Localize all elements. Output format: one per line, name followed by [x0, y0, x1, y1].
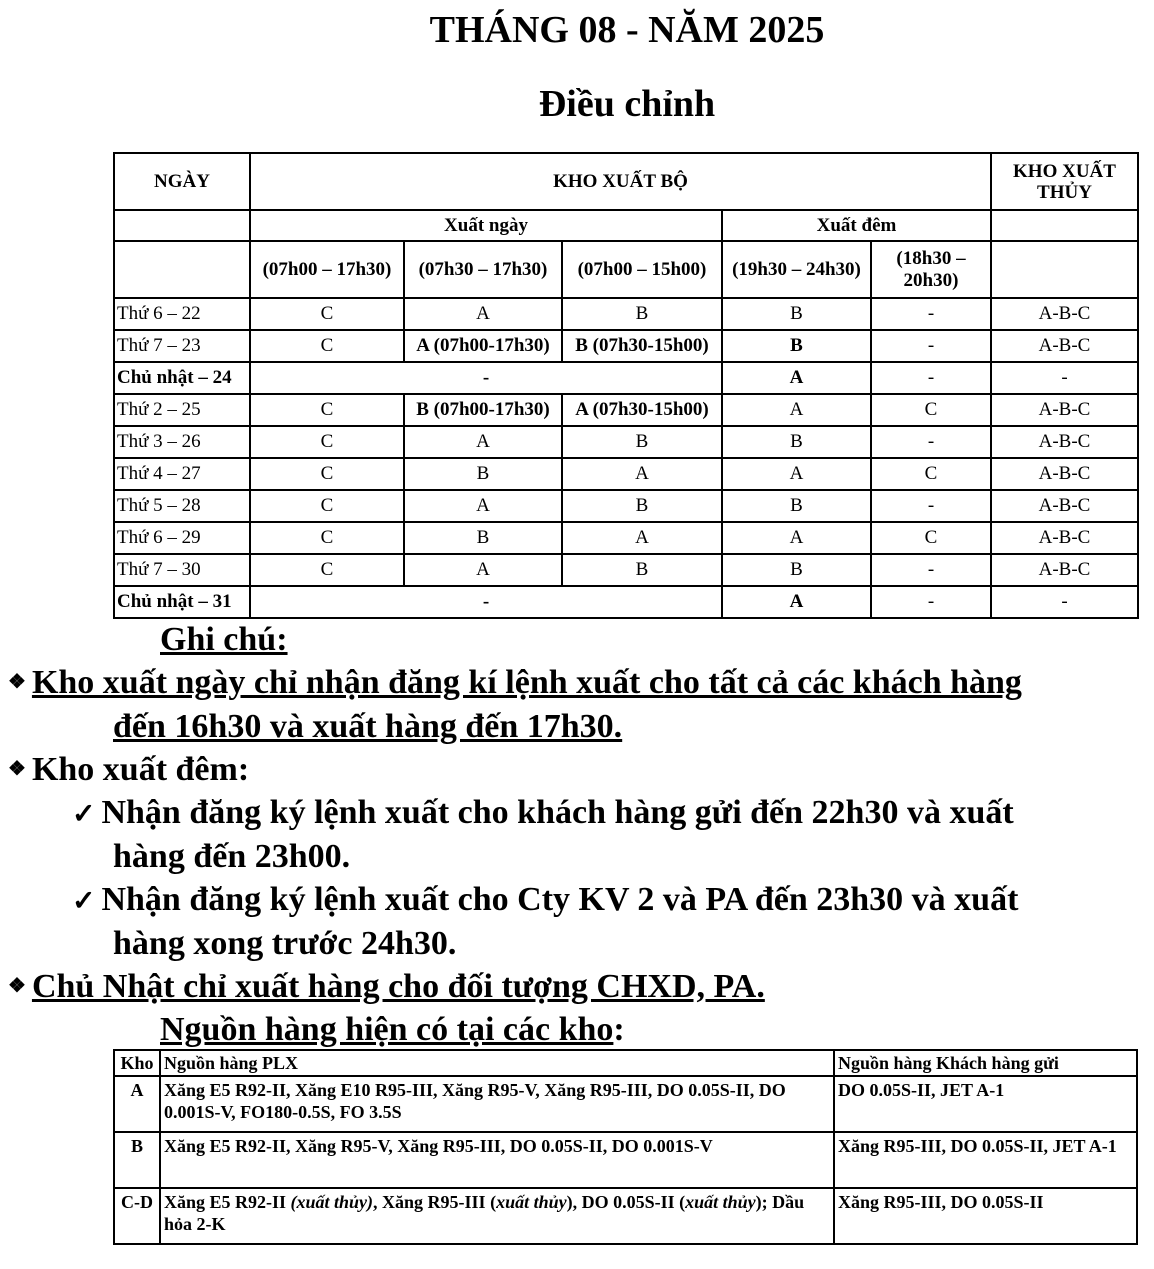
cell-day: Thứ 4 – 27: [114, 458, 250, 490]
cell-day: Thứ 2 – 25: [114, 394, 250, 426]
diamond-bullet-icon: ❖: [8, 671, 26, 694]
cell-c1: C: [250, 330, 404, 362]
schedule-row: [114, 330, 1138, 362]
cell-c5: -: [871, 490, 991, 522]
plx-text: Xăng E5 R92-II: [164, 1192, 291, 1212]
diamond-bullet-icon: ❖: [8, 975, 26, 998]
diamond-bullet-icon: ❖: [8, 758, 26, 781]
cust-cd: Xăng R95-III, DO 0.05S-II: [834, 1188, 1137, 1244]
cell-c2: A: [404, 554, 562, 586]
plx-cd: [160, 1188, 834, 1244]
cell-c1: C: [250, 394, 404, 426]
sources-table: [113, 1049, 1138, 1245]
note-text: Kho xuất đêm:: [31, 751, 250, 788]
cell-c3: B: [562, 490, 722, 522]
cell-c3: B: [562, 554, 722, 586]
plx-italic: xuất thủy: [496, 1192, 567, 1212]
slot-4: (19h30 – 24h30): [722, 241, 871, 298]
note-night-depot: [8, 748, 249, 794]
sources-heading-text: Nguồn hàng hiện có tại các kho: [160, 1011, 614, 1048]
cust-b: Xăng R95-III, DO 0.05S-II, JET A-1: [834, 1132, 1137, 1188]
schedule-row: [114, 426, 1138, 458]
page-subtitle: Điều chỉnh: [538, 83, 716, 125]
header-plx: Nguồn hàng PLX: [160, 1050, 834, 1076]
schedule-row: [114, 362, 1138, 394]
note-night-1: [72, 791, 1014, 837]
plx-italic: (xuất thủy): [290, 1192, 374, 1212]
cell-c5: C: [871, 522, 991, 554]
cell-c6: -: [991, 362, 1138, 394]
cell-c6: A-B-C: [991, 458, 1138, 490]
header-customer: Nguồn hàng Khách hàng gửi: [834, 1050, 1137, 1076]
note-day-depot: [8, 661, 1022, 707]
header-night: Xuất đêm: [722, 210, 991, 241]
sources-heading: [160, 1008, 625, 1052]
notes-heading: Ghi chú:: [160, 621, 288, 658]
cell-c1: C: [250, 298, 404, 330]
cell-c4: A: [722, 394, 871, 426]
cell-c4: A: [722, 586, 871, 618]
plx-text: , Xăng R95-III (: [373, 1192, 497, 1212]
slot-3: (07h00 – 15h00): [562, 241, 722, 298]
cell-c2: B: [404, 458, 562, 490]
note-sunday: [8, 965, 765, 1011]
empty-cell: [991, 241, 1138, 298]
cell-c5: -: [871, 586, 991, 618]
checkmark-icon: ✓: [72, 886, 96, 917]
note-night-1-cont: hàng đến 23h00.: [113, 838, 351, 875]
cell-c4: B: [722, 298, 871, 330]
note-text: Nhận đăng ký lệnh xuất cho Cty KV 2 và PA đến 23h30 và xuất: [101, 881, 1019, 918]
cell-c6: A-B-C: [991, 522, 1138, 554]
header-day: NGÀY: [114, 153, 250, 210]
cell-c6: A-B-C: [991, 554, 1138, 586]
kho-cd: C-D: [114, 1188, 160, 1244]
cell-c3: A (07h30-15h00): [562, 394, 722, 426]
cell-c4: B: [722, 490, 871, 522]
cell-c1: C: [250, 426, 404, 458]
cell-day: Thứ 6 – 29: [114, 522, 250, 554]
cell-c6: A-B-C: [991, 330, 1138, 362]
empty-cell: [114, 210, 250, 241]
schedule-table: [113, 152, 1139, 619]
header-kho: Kho: [114, 1050, 160, 1076]
cell-day: Thứ 7 – 30: [114, 554, 250, 586]
header-daytime: Xuất ngày: [250, 210, 722, 241]
plx-b: Xăng E5 R92-II, Xăng R95-V, Xăng R95-III, DO 0.05S-II, DO 0.001S-V: [160, 1132, 834, 1188]
cell-c3: B: [562, 298, 722, 330]
cell-day: Chủ nhật – 24: [114, 362, 250, 394]
empty-cell: [114, 241, 250, 298]
kho-b: B: [114, 1132, 160, 1188]
cell-merged: -: [250, 362, 722, 394]
cell-c3: A: [562, 458, 722, 490]
cell-c5: C: [871, 458, 991, 490]
cell-c2: B (07h00-17h30): [404, 394, 562, 426]
cell-c1: C: [250, 554, 404, 586]
cell-c5: -: [871, 298, 991, 330]
schedule-row: [114, 586, 1138, 618]
plx-text: ), DO 0.05S-II (: [566, 1192, 686, 1212]
cell-c5: -: [871, 426, 991, 458]
slot-5: (18h30 – 20h30): [871, 241, 991, 298]
note-text: Nhận đăng ký lệnh xuất cho khách hàng gửi đến 22h30 và xuất: [101, 794, 1014, 831]
schedule-row: [114, 490, 1138, 522]
cell-c2: B: [404, 522, 562, 554]
cell-c4: A: [722, 362, 871, 394]
cell-merged: -: [250, 586, 722, 618]
cell-c6: A-B-C: [991, 490, 1138, 522]
cell-c3: B: [562, 426, 722, 458]
kho-a: A: [114, 1076, 160, 1132]
cell-c3: A: [562, 522, 722, 554]
cell-c4: B: [722, 426, 871, 458]
plx-italic: xuất thủy: [685, 1192, 756, 1212]
cell-c6: A-B-C: [991, 394, 1138, 426]
checkmark-icon: ✓: [72, 799, 96, 830]
cell-c2: A: [404, 490, 562, 522]
schedule-row: [114, 554, 1138, 586]
cust-a: DO 0.05S-II, JET A-1: [834, 1076, 1137, 1132]
note-text: Chủ Nhật chỉ xuất hàng cho đối tượng CHXD, PA.: [31, 968, 765, 1005]
note-night-2: [72, 878, 1018, 924]
cell-c6: A-B-C: [991, 426, 1138, 458]
cell-c4: B: [722, 554, 871, 586]
cell-day: Thứ 6 – 22: [114, 298, 250, 330]
cell-c6: -: [991, 586, 1138, 618]
note-day-depot-cont: đến 16h30 và xuất hàng đến 17h30.: [113, 708, 623, 745]
cell-c1: C: [250, 522, 404, 554]
cell-day: Thứ 5 – 28: [114, 490, 250, 522]
cell-c2: A: [404, 298, 562, 330]
cell-c2: A: [404, 426, 562, 458]
note-night-2-cont: hàng xong trước 24h30.: [113, 925, 457, 962]
cell-c2: A (07h00-17h30): [404, 330, 562, 362]
note-text: Kho xuất ngày chỉ nhận đăng kí lệnh xuất cho tất cả các khách hàng: [31, 664, 1022, 701]
cell-day: Thứ 7 – 23: [114, 330, 250, 362]
cell-c5: -: [871, 362, 991, 394]
cell-day: Chủ nhật – 31: [114, 586, 250, 618]
cell-c5: -: [871, 330, 991, 362]
slot-1: (07h00 – 17h30): [250, 241, 404, 298]
sources-heading-colon: :: [613, 1011, 625, 1048]
cell-c1: C: [250, 490, 404, 522]
cell-day: Thứ 3 – 26: [114, 426, 250, 458]
schedule-row: [114, 298, 1138, 330]
cell-c5: -: [871, 554, 991, 586]
schedule-row: [114, 522, 1138, 554]
header-land-depot: KHO XUẤT BỘ: [250, 153, 991, 210]
header-water-depot: KHO XUẤT THỦY: [991, 153, 1138, 210]
cell-c5: C: [871, 394, 991, 426]
schedule-row: [114, 458, 1138, 490]
slot-2: (07h30 – 17h30): [404, 241, 562, 298]
cell-c6: A-B-C: [991, 298, 1138, 330]
schedule-row: [114, 394, 1138, 426]
plx-text: ); Dầu hỏa 2-K: [164, 1192, 805, 1234]
empty-cell: [991, 210, 1138, 241]
page-title: THÁNG 08 - NĂM 2025: [429, 9, 825, 51]
plx-a: Xăng E5 R92-II, Xăng E10 R95-III, Xăng R95-V, Xăng R95-III, DO 0.05S-II, DO 0.001S-V, FO180-0.5S, FO 3.5S: [160, 1076, 834, 1132]
cell-c4: A: [722, 522, 871, 554]
cell-c4: B: [722, 330, 871, 362]
cell-c3: B (07h30-15h00): [562, 330, 722, 362]
cell-c4: A: [722, 458, 871, 490]
cell-c1: C: [250, 458, 404, 490]
